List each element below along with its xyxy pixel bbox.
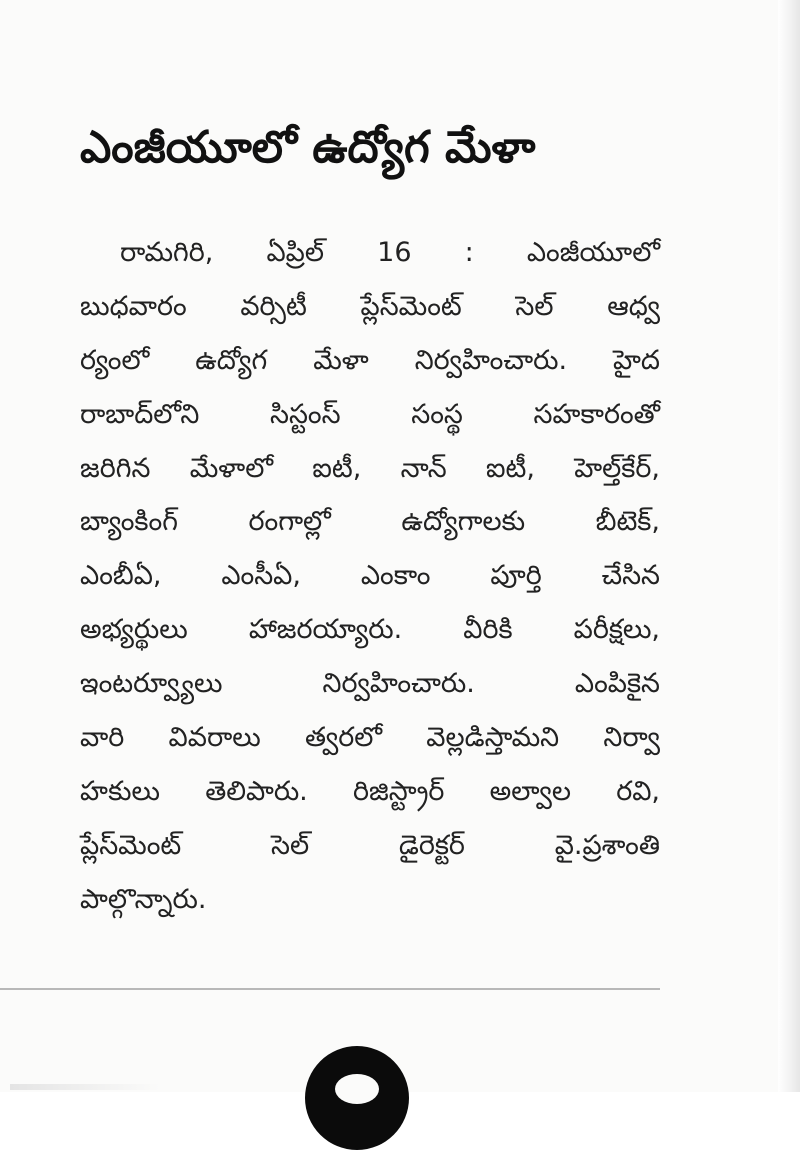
article-line: ర్యంలో ఉద్యోగ మేళా నిర్వహించారు. హైద xyxy=(80,344,660,376)
article-line: ప్లేస్‌మెంట్ సెల్ డైరెక్టర్ వై.ప్రశాంతి xyxy=(80,829,660,861)
next-article-graphic xyxy=(305,1046,409,1150)
article-line: రామగిరి, ఏప్రిల్ 16 : ఎంజీయూలో xyxy=(120,237,660,268)
article-line: జరిగిన మేళాలో ఐటీ, నాన్ ఐటీ, హెల్త్‌కేర్, xyxy=(80,452,660,484)
article-line: ఎంబీఏ, ఎంసీఏ, ఎంకాం పూర్తి చేసిన xyxy=(80,560,660,592)
article-line: బుధవారం వర్సిటీ ప్లేస్‌మెంట్ సెల్ ఆధ్వ xyxy=(80,290,660,322)
article-line: బ్యాంకింగ్ రంగాల్లో ఉద్యోగాలకు బీటెక్, xyxy=(80,506,660,538)
column-divider xyxy=(0,988,660,990)
print-shadow xyxy=(10,1084,160,1090)
article-line: ఇంటర్వ్యూలు నిర్వహించారు. ఎంపికైన xyxy=(80,668,660,700)
article-line: అభ్యర్థులు హాజరయ్యారు. వీరికి పరీక్షలు, xyxy=(80,614,660,646)
article-line: రాబాద్‌లోని సిస్టంస్ సంస్థ సహకారంతో xyxy=(80,398,660,430)
article-headline: ఎంజీయూలో ఉద్యోగ మేళా xyxy=(80,122,536,173)
article-line: పాల్గొన్నారు. xyxy=(80,883,207,915)
article-line: వారి వివరాలు త్వరలో వెల్లడిస్తామని నిర్వా xyxy=(80,722,660,754)
article-body xyxy=(80,226,660,927)
page-edge-shadow xyxy=(778,0,800,1092)
article-line: హకులు తెలిపారు. రిజిస్ట్రార్ అల్వాల రవి, xyxy=(80,775,660,807)
